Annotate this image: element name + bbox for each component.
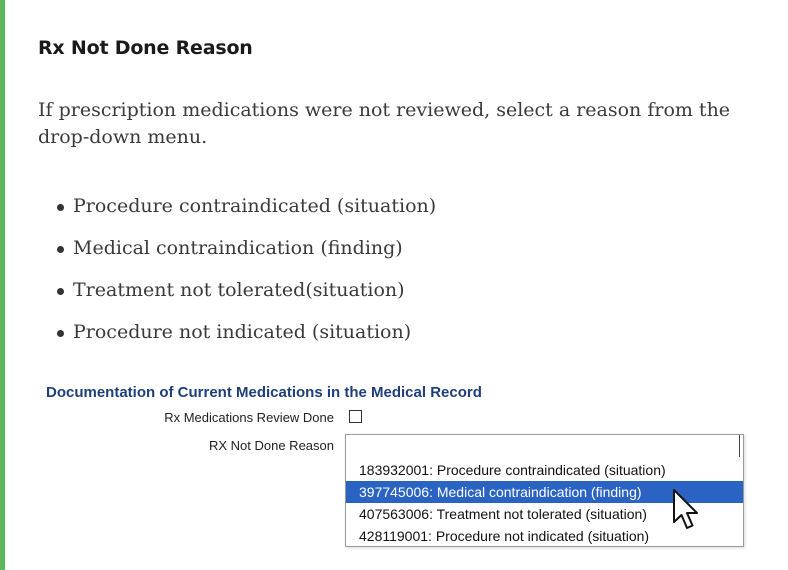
panel-title: Documentation of Current Medications in the Medical Record	[46, 384, 482, 401]
medication-documentation-panel	[30, 378, 760, 558]
review-done-label: Rx Medications Review Done	[164, 410, 334, 425]
bullet-item: Treatment not tolerated(situation)	[55, 277, 436, 319]
bullet-item: Medical contraindication (finding)	[55, 235, 436, 277]
bullet-item: Procedure not indicated (situation)	[55, 319, 436, 361]
intro-paragraph: If prescription medications were not reviewed, select a reason from the drop-down menu.	[38, 99, 731, 148]
mouse-pointer-icon	[671, 488, 699, 532]
reason-option-selected[interactable]: 397745006: Medical contraindication (finding)	[346, 481, 743, 503]
not-done-reason-label: RX Not Done Reason	[208, 438, 334, 453]
review-done-checkbox[interactable]	[349, 410, 362, 423]
reason-option[interactable]: 183932001: Procedure contraindicated (situation)	[359, 462, 666, 478]
section-heading: Rx Not Done Reason	[38, 37, 253, 59]
reason-option[interactable]: 428119001: Procedure not indicated (situation)	[359, 528, 650, 544]
listbox-blank-row[interactable]	[346, 435, 743, 459]
reason-option[interactable]: 407563006: Treatment not tolerated (situation)	[359, 506, 647, 522]
accent-bar	[0, 0, 5, 570]
bullet-item: Procedure contraindicated (situation)	[55, 193, 436, 235]
reason-bullet-list	[55, 193, 436, 361]
